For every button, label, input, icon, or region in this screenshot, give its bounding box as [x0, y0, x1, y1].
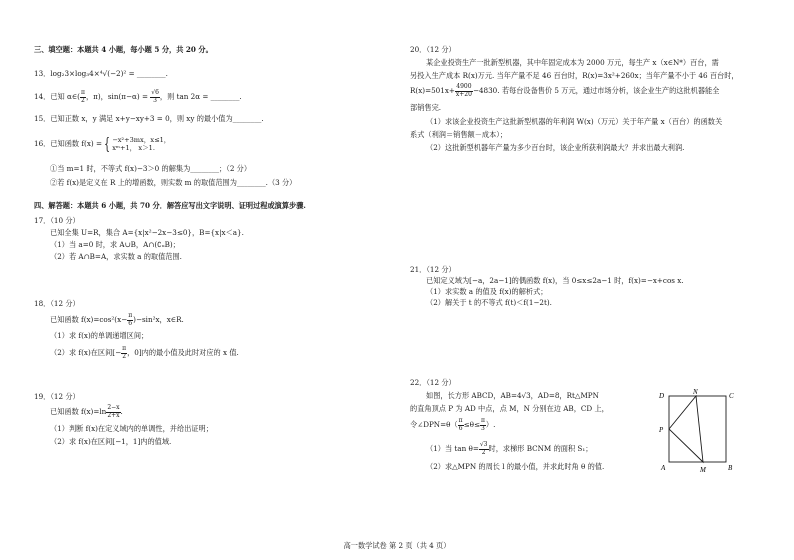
- question-16: 16．已知函数 f(x) = { −x²+3mx，x≤1， xᵐ+1， x＞1.: [34, 134, 171, 153]
- question-19-stem: 已知函数 f(x)=ln $\frac{2-x}{2+x}$ .: [50, 404, 123, 419]
- question-17-part1: （1）当 a=0 时，求 A∪B，A∩(∁ᵤB)；: [50, 240, 180, 249]
- question-19-part1: （1）判断 f(x)在定义域内的单调性，并给出证明；: [50, 424, 213, 433]
- question-21-part1: （1）求实数 a 的值及 f(x)的解析式；: [426, 287, 548, 296]
- fraction: $\frac{2-x}{2+x}$: [107, 404, 120, 419]
- label-p: P: [659, 426, 664, 434]
- question-20-header: 20．（12 分）: [410, 45, 456, 54]
- question-21-part2: （2）解关于 t 的不等式 f(t)＜f(1−2t).: [426, 298, 552, 307]
- fraction: $\frac{\pi}{2}$: [80, 89, 85, 104]
- question-18-stem: 已知函数 f(x)=cos²(x− $\frac{\pi}{6}$ )−sin²x，x∈R.: [50, 312, 184, 327]
- question-22-line1: 如图，长方形 ABCD，AB=4√3，AD=8，Rt△MPN: [426, 391, 599, 400]
- question-22-line2: 的直角顶点 P 为 AD 中点，点 M，N 分别在边 AB，CD 上，: [410, 404, 609, 413]
- fraction: $\frac{\pi}{6}$: [128, 312, 133, 327]
- section-fill-in-title: 三、填空题：本题共 4 小题，每小题 5 分，共 20 分。: [34, 45, 213, 54]
- rectangle-geometry-figure: [656, 386, 746, 476]
- question-20-line4: 部销售完.: [410, 103, 442, 112]
- question-13: 13．log₂3×log₃4×⁴√(−2)² = ________.: [34, 69, 168, 78]
- question-22-part1: （1）当 tan θ= $\frac{√3}{2}$ 时，求梯形 BCNM 的面积 S₁；: [426, 441, 593, 456]
- section-solution-title: 四、解答题：本题共 6 小题，共 70 分．解答应写出文字说明、证明过程或演算步骤.: [34, 201, 306, 210]
- fraction: $\frac{4900}{x+20}$: [455, 83, 472, 98]
- question-16-part1: ①当 m=1 时，不等式 f(x)−3＞0 的解集为________；（2 分）: [50, 164, 252, 173]
- question-15: 15．已知正数 x，y 满足 x+y−xy+3 = 0，则 xy 的最小值为________.: [34, 114, 264, 123]
- question-17-part2: （2）若 A∩B=A，求实数 a 的取值范围.: [50, 252, 182, 261]
- question-17-stem: 已知全集 U=R，集合 A={x|x²−2x−3≤0}，B={x|x＜a}.: [50, 228, 244, 237]
- triangle-mpn: [669, 396, 703, 462]
- question-18-header: 18．（12 分）: [34, 299, 80, 308]
- label-a: A: [661, 464, 666, 472]
- question-16-part2: ②若 f(x)是定义在 R 上的增函数，则实数 m 的取值范围为________.（3 分）: [50, 178, 297, 187]
- fraction: $\frac{√3}{2}$: [479, 441, 488, 456]
- label-n: N: [693, 388, 698, 396]
- piecewise-cases: −x²+3mx，x≤1， xᵐ+1， x＞1.: [112, 136, 171, 152]
- label-b: B: [728, 464, 733, 472]
- question-21-stem: 已知定义域为[−a，2a−1]的偶函数 f(x)，当 0≤x≤2a−1 时，f(x)=−x+cos x.: [426, 276, 684, 285]
- label-c: C: [729, 392, 734, 400]
- question-21-header: 21．（12 分）: [410, 265, 456, 274]
- question-20-line1: 某企业投资生产一批新型机器，其中年固定成本为 2000 万元，每生产 x（x∈N*）百台，需: [426, 58, 719, 67]
- question-19-header: 19．（12 分）: [34, 392, 80, 401]
- question-14: 14．已知 α∈( $\frac{\pi}{2}$ ，π)，sin(π−α) = $\frac{√6}{3}$ ，则 tan 2α = ________.: [34, 89, 242, 104]
- question-22-header: 22．（12 分）: [410, 378, 456, 387]
- question-17-header: 17．（10 分）: [34, 216, 80, 225]
- question-20-part1-cont: 系式（利润＝销售额－成本）；: [410, 130, 508, 139]
- question-19-part2: （2）求 f(x)在区间[−1，1]内的值域.: [50, 437, 172, 446]
- question-20-part1: （1）求该企业投资生产这批新型机器的年利润 W(x)（万元）关于年产量 x（百台）的函数关: [426, 117, 723, 126]
- label-d: D: [659, 392, 665, 400]
- question-18-part1: （1）求 f(x)的单调递增区间；: [50, 331, 149, 340]
- label-m: M: [700, 466, 706, 474]
- fraction: $\frac{\pi}{2}$: [122, 345, 127, 360]
- question-20-part2: （2）这批新型机器年产量为多少百台时，该企业所获利润最大？并求出最大利润.: [426, 143, 685, 152]
- question-22-part2: （2）求△MPN 的周长 l 的最小值，并求此时角 θ 的值.: [426, 462, 605, 471]
- question-18-part2: （2）求 f(x)在区间[− $\frac{\pi}{2}$ ，0]内的最小值及此时对应的 x 值.: [50, 345, 239, 360]
- fraction: $\frac{\pi}{3}$: [480, 417, 485, 432]
- question-20-line3: R(x)=501x+ $\frac{4900}{x+20}$ −4830. 若每台设备售价 5 万元，通过市场分析，该企业生产的这批机器能全: [410, 83, 720, 98]
- page-footer: 高一数学试卷 第 2 页（共 4 页）: [343, 541, 451, 550]
- brace-symbol: {: [104, 134, 111, 153]
- question-22-line3: 令∠DPN=θ（ $\frac{\pi}{6}$ ≤θ≤ $\frac{\pi}{3}$ ）.: [410, 417, 496, 432]
- question-20-line2: 另投入生产成本 R(x)万元. 当年产量不足 46 百台时，R(x)=3x²+260x；当年产量不小于 46 百台时，: [410, 71, 739, 80]
- fraction: $\frac{√6}{3}$: [151, 89, 159, 104]
- fraction: $\frac{\pi}{6}$: [458, 417, 463, 432]
